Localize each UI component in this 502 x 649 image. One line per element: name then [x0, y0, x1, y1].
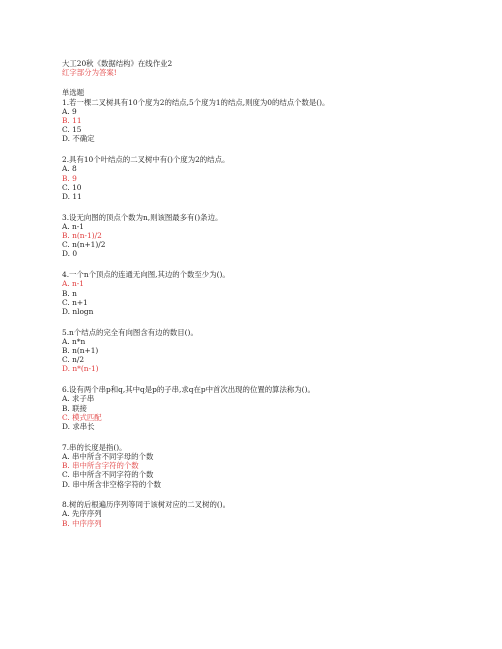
- answer-option: D. 求串长: [62, 422, 95, 431]
- answer-option: A. n-1: [62, 221, 84, 231]
- answer-option-correct: B. 中序序列: [62, 518, 102, 528]
- answer-option: D. nlogn: [62, 306, 94, 316]
- document-page: [62, 59, 462, 528]
- question-1: [62, 98, 462, 144]
- question-list: [62, 98, 462, 528]
- answer-option: B. n(n+1): [62, 346, 99, 356]
- question-6: [62, 385, 462, 431]
- answer-option-correct: D. n*(n-1): [62, 364, 99, 374]
- answer-option: D. 11: [62, 191, 82, 201]
- answer-option: A. 先序序列: [62, 509, 102, 519]
- answer-option: A. 串中所含不同字母的个数: [62, 451, 154, 461]
- answer-option: D. 0: [62, 249, 78, 259]
- question-8: [62, 500, 462, 528]
- section-heading: 单选题: [62, 88, 85, 98]
- answer-option-correct: B. 9: [62, 173, 77, 183]
- question-3: [62, 213, 462, 259]
- question-stem: 3.设无向图的顶点个数为n,则该图最多有()条边。: [62, 212, 223, 222]
- answer-option: D. 不确定: [62, 134, 95, 144]
- answer-option-correct: A. n-1: [62, 279, 84, 289]
- answer-note: 红字部分为答案!: [62, 68, 117, 78]
- answer-option-correct: B. 11: [62, 116, 82, 126]
- answer-option: D. 串中所含非空格字符的个数: [62, 479, 162, 489]
- question-stem: 2.具有10个叶结点的二叉树中有()个度为2的结点。: [62, 155, 230, 165]
- answer-option: B. n: [62, 288, 77, 298]
- answer-option: C. 串中所含不同字符的个数: [62, 470, 154, 480]
- question-stem: 4.一个n个顶点的连通无向图,其边的个数至少为()。: [62, 270, 230, 280]
- answer-option: C. n+1: [62, 297, 88, 307]
- answer-option: C. n/2: [62, 355, 85, 365]
- question-4: [62, 270, 462, 316]
- question-stem: 5.n个结点的完全有向图含有边的数目()。: [62, 327, 198, 337]
- answer-option-correct: C. 模式匹配: [62, 412, 102, 422]
- answer-option: A. 9: [62, 106, 77, 116]
- question-5: [62, 328, 462, 374]
- question-2: [62, 155, 462, 201]
- question-stem: 1.若一棵二叉树具有10个度为2的结点,5个度为1的结点,则度为0的结点个数是()。: [62, 97, 330, 107]
- question-stem: 6.设有两个串p和q,其中q是p的子串,求q在p中首次出现的位置的算法称为()。: [62, 385, 315, 395]
- answer-option: A. n*n: [62, 336, 86, 346]
- answer-option: B. 联接: [62, 403, 87, 413]
- answer-option: A. 求子串: [62, 394, 95, 404]
- question-stem: 8.树的后根遍历序列等同于该树对应的二叉树的()。: [62, 500, 231, 510]
- answer-option: A. 8: [62, 164, 77, 174]
- answer-option-correct: B. 串中所含字符的个数: [62, 461, 139, 471]
- document-title: 大工20秋《数据结构》在线作业2: [62, 59, 173, 68]
- answer-option: C. 15: [62, 125, 82, 135]
- question-stem: 7.串的长度是指()。: [62, 442, 127, 452]
- answer-option: C. 10: [62, 182, 82, 192]
- answer-option: C. n(n+1)/2: [62, 240, 106, 250]
- answer-option-correct: B. n(n-1)/2: [62, 231, 102, 241]
- question-7: [62, 443, 462, 489]
